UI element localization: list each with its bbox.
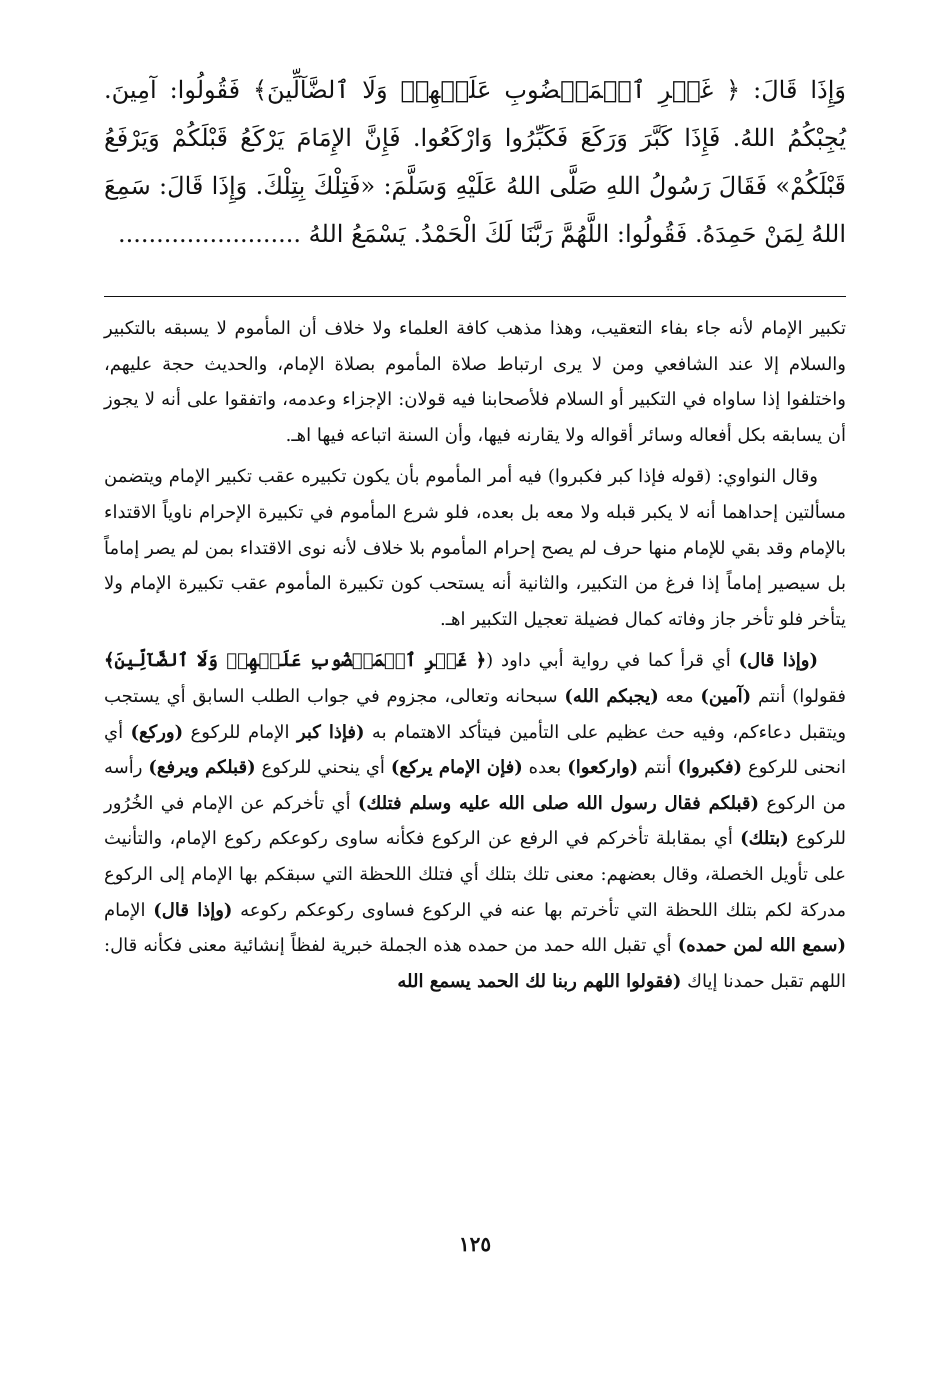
text-run: أي تقبل الله حمد من حمده هذه الجملة خبرية لفظاً إنشائية معنى فكأنه قال: اللهم تقبل حمدنا إياك [104,935,846,992]
document-page [104,66,846,1366]
bold-phrase: (واركعوا) [567,757,639,779]
text-run: أي ينحني للركوع [255,757,391,779]
bold-phrase: (سمع الله لمن حمده) [677,935,846,957]
text-run: أي تأخركم عن الإمام في الخُرُور للركوع [104,792,846,850]
quran-verse: ﴿ غَيۡرِ ٱلۡمَغۡضُوبِ عَلَيۡهِمۡ وَلَا ٱلضَّآلِّينَ﴾ [104,650,487,672]
commentary-paragraph-2: وقال النواوي: (قوله فإذا كبر فكبروا) فيه أمر المأموم بأن يكون تكبيره عقب تكبير الإمام ويتضمن مسألتين إحداهما أنه لا يكبر قبله ولا معه بل بعده، فلو شرع المأموم في تكبيرة الإحرام ناوياً الاقتداء بالإمام وقد بقي للإمام منها حرف لم يصح إحرام المأموم بلا خلاف لأنه نوى الاقتداء بمن لم يصر إماماً بل سيصير إماماً إذا فرغ من التكبير، والثانية أنه يستحب كون تكبيرة المأموم عقب تكبيرة الإمام ولا يتأخر فلو تأخر جاز وفاته كمال فضيلة تعجيل التكبير اهـ. [104,466,846,630]
text-run: أنتم [638,757,678,779]
bold-phrase: (وركع) [130,721,184,743]
ellipsis-dots: ........................ [117,220,302,248]
hadith-text-block [104,66,846,258]
text-run: الإمام [104,899,154,921]
text-run: رأسه من الركوع [104,757,846,814]
text-run: الإمام للركوع [183,721,297,743]
bold-phrase: (بتلك) [740,828,789,850]
footnote-separator [104,296,846,297]
text-run: معه [658,685,701,707]
text-run: بعده [522,757,568,779]
bold-phrase: (فكبروا) [677,757,743,779]
text-run: أي قرأ كما في رواية أبي داود ( [486,650,739,672]
bold-phrase: (يجبكم الله) [564,685,659,707]
text-run: فقولوا) أنتم [751,685,847,707]
text-run: سبحانه وتعالى، مجزوم في جواب الطلب السابق أي يستجب ويتقبل دعاءكم، وفيه حث عظيم على التأمين فيتأكد الاهتمام به [104,685,847,743]
text-run: أي انحنى للركوع [104,721,846,779]
bold-phrase: (فإن الإمام يركع) [390,757,523,779]
bold-phrase: (فقولوا اللهم ربنا لك الحمد يسمع الله [397,970,682,992]
commentary-section [104,311,846,999]
bold-phrase: (قبلكم فقال رسول الله صلى الله عليه وسلم فتلك) [357,792,760,814]
text-run: أي بمقابلة تأخركم في الرفع عن الركوع فكأنه ساوى ركوعكم ركوع الإمام، والتأنيث على تأويل الخصلة، وقال بعضهم: معنى تلك بتلك أي فتلك اللحظة التي سبقكم بها الإمام إلى الركوع مدركة لكم بتلك اللحظة التي تأخرتم بها عنه في الركوع فساوى ركوعكم ركوعه [104,828,846,921]
commentary-paragraph-3 [104,643,846,999]
bold-phrase: (آمين) [700,685,752,707]
bold-phrase: (فإذا كبر [296,721,365,743]
bold-phrase: (وإذا قال) [738,650,818,672]
commentary-paragraph-1: تكبير الإمام لأنه جاء بفاء التعقيب، وهذا مذهب كافة العلماء ولا خلاف أن المأموم لا يسبقه بالتكبير والسلام إلا عند الشافعي ومن لا يرى ارتباط صلاة المأموم بصلاة الإمام، والحديث حجة عليهم، واختلفوا إذا ساواه في التكبير أو السلام فلأصحابنا فيه قولان: الإجزاء وعدمه، واتفقوا على أنه لا يجوز أن يسابقه بكل أفعاله وسائر أقواله ولا يقارنه فيها، وأن السنة اتباعه فيها اهـ. [104,318,846,446]
hadith-text: وَإِذَا قَالَ: ﴿ غَيۡرِ ٱلۡمَغۡضُوبِ عَلَيۡهِمۡ وَلَا ٱلضَّآلِّينَ﴾ فَقُولُوا: آمِينَ. يُجِبْكُمُ اللهُ. فَإِذَا كَبَّرَ وَرَكَعَ فَكَبِّرُوا وَارْكَعُوا. فَإِنَّ الإِمَامَ يَرْكَعُ قَبْلَكُمْ وَيَرْفَعُ قَبْلَكُمْ» فَقَالَ رَسُولُ اللهِ صَلَّى اللهُ عَلَيْهِ وَسَلَّمَ: «فَتِلْكَ بِتِلْكَ. وَإِذَا قَالَ: سَمِعَ اللهُ لِمَنْ حَمِدَهُ. فَقُولُوا: اللَّهُمَّ رَبَّنَا لَكَ الْحَمْدُ. يَسْمَعُ اللهُ [104,76,846,248]
bold-phrase: (وإذا قال) [153,899,233,921]
page-number: ١٢٥ [458,1232,492,1256]
bold-phrase: (قبلكم ويرفع) [148,757,256,779]
